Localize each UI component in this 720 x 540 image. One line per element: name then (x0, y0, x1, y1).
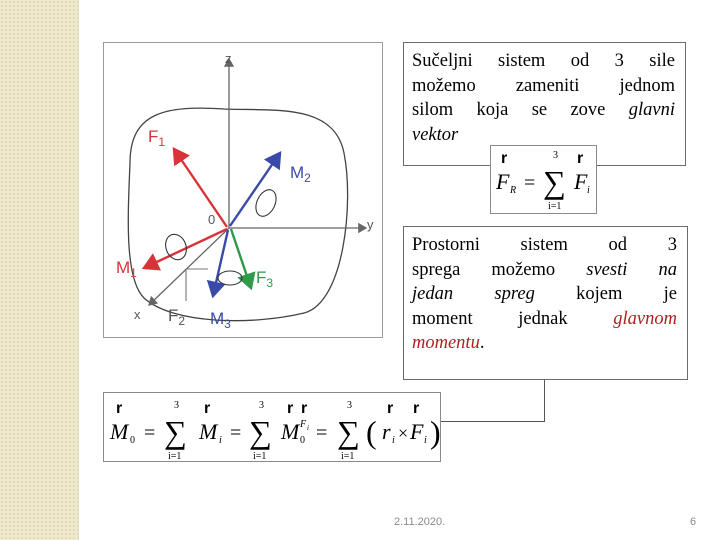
svg-text:F: F (300, 419, 307, 430)
label-m3: $M_3$ (210, 309, 231, 331)
tb2-line3: jedan spreg kojem je (412, 284, 678, 304)
svg-text:r: r (204, 400, 211, 417)
label-f1: $F_1$ (148, 127, 166, 149)
axis-x-label: x (134, 307, 141, 322)
decorative-side-strip (0, 0, 79, 540)
force-f2-indicator (186, 269, 208, 301)
svg-text:M: M (110, 419, 129, 444)
force-f1-arrow (174, 149, 227, 227)
svg-text:0: 0 (300, 435, 305, 446)
text-box-couple-system (403, 226, 688, 380)
connector-vertical (544, 380, 545, 421)
origin-label: 0 (208, 212, 216, 227)
svg-text:r: r (287, 400, 294, 417)
svg-text:×: × (398, 423, 409, 443)
svg-text:∑: ∑ (164, 414, 187, 450)
connector-horizontal (441, 421, 545, 422)
svg-text:i=1: i=1 (341, 451, 355, 462)
label-f3: $F_3$ (256, 268, 274, 290)
moment-m2-arrow (230, 153, 280, 226)
svg-text:r: r (577, 150, 584, 167)
svg-text:∑: ∑ (543, 164, 566, 200)
svg-text:r: r (387, 400, 394, 417)
axis-y-label: y (367, 217, 374, 232)
tb2-line1: Prostorni sistem od 3 (412, 235, 677, 255)
tb1-line3: silom koja se zove glavni (412, 100, 675, 120)
tb1-line2: možemo zameniti jednom (412, 75, 675, 96)
label-f2: $F_2$ (168, 306, 186, 328)
svg-text:r: r (413, 400, 420, 417)
label-m2: $M_2$ (290, 163, 311, 185)
tb2-line4: moment jednak glavnom (412, 308, 677, 329)
force-f3-arrow (231, 229, 251, 288)
svg-text:i: i (307, 424, 309, 432)
svg-text:i=1: i=1 (548, 201, 562, 212)
footer-date: 2.11.2020. (394, 516, 446, 528)
force-diagram-figure (103, 42, 383, 338)
svg-text:3: 3 (174, 400, 179, 411)
tb1-line1: Sučeljni sistem od 3 sile (412, 51, 675, 71)
svg-text:=: = (144, 422, 156, 444)
force-m1-arrow (144, 229, 227, 268)
svg-text:=: = (524, 172, 536, 194)
svg-text:i: i (392, 435, 395, 446)
svg-text:r: r (116, 400, 123, 417)
svg-text:=: = (230, 422, 242, 444)
svg-text:∑: ∑ (249, 414, 272, 450)
axis-x-line (149, 228, 229, 305)
svg-text:r: r (501, 150, 508, 167)
formula-resultant-moment (103, 392, 441, 462)
svg-text:i=1: i=1 (168, 451, 182, 462)
label-m1: $M_1$ (116, 258, 137, 280)
svg-text:r: r (301, 400, 308, 417)
rotation-m2-symbol (252, 187, 280, 220)
svg-text:i=1: i=1 (253, 451, 267, 462)
svg-text:3: 3 (259, 400, 264, 411)
svg-text:0: 0 (130, 435, 135, 446)
svg-text:F: F (410, 419, 424, 444)
svg-text:i: i (219, 435, 222, 446)
svg-text:R: R (510, 185, 517, 196)
tb2-line5: momentu. (412, 333, 485, 353)
axis-z-label: z (225, 51, 232, 66)
svg-text:i: i (587, 185, 590, 196)
svg-text:i: i (424, 435, 427, 446)
svg-text:F: F (496, 169, 510, 194)
svg-text:M: M (281, 419, 300, 444)
formula-resultant-force (490, 145, 597, 214)
svg-text:(: ( (366, 414, 377, 450)
svg-text:F: F (574, 169, 588, 194)
svg-text:∑: ∑ (337, 414, 360, 450)
svg-text:r: r (382, 419, 391, 444)
svg-text:3: 3 (553, 150, 558, 161)
footer-page-number: 6 (690, 516, 697, 528)
tb2-line2: sprega možemo svesti na (412, 259, 677, 280)
svg-text:): ) (430, 414, 441, 450)
svg-text:M: M (199, 419, 218, 444)
svg-text:=: = (316, 422, 328, 444)
rotation-m3-symbol (218, 271, 242, 285)
tb1-line4: vektor (412, 124, 459, 145)
moment-m3-arrow (213, 230, 228, 296)
svg-text:3: 3 (347, 400, 352, 411)
